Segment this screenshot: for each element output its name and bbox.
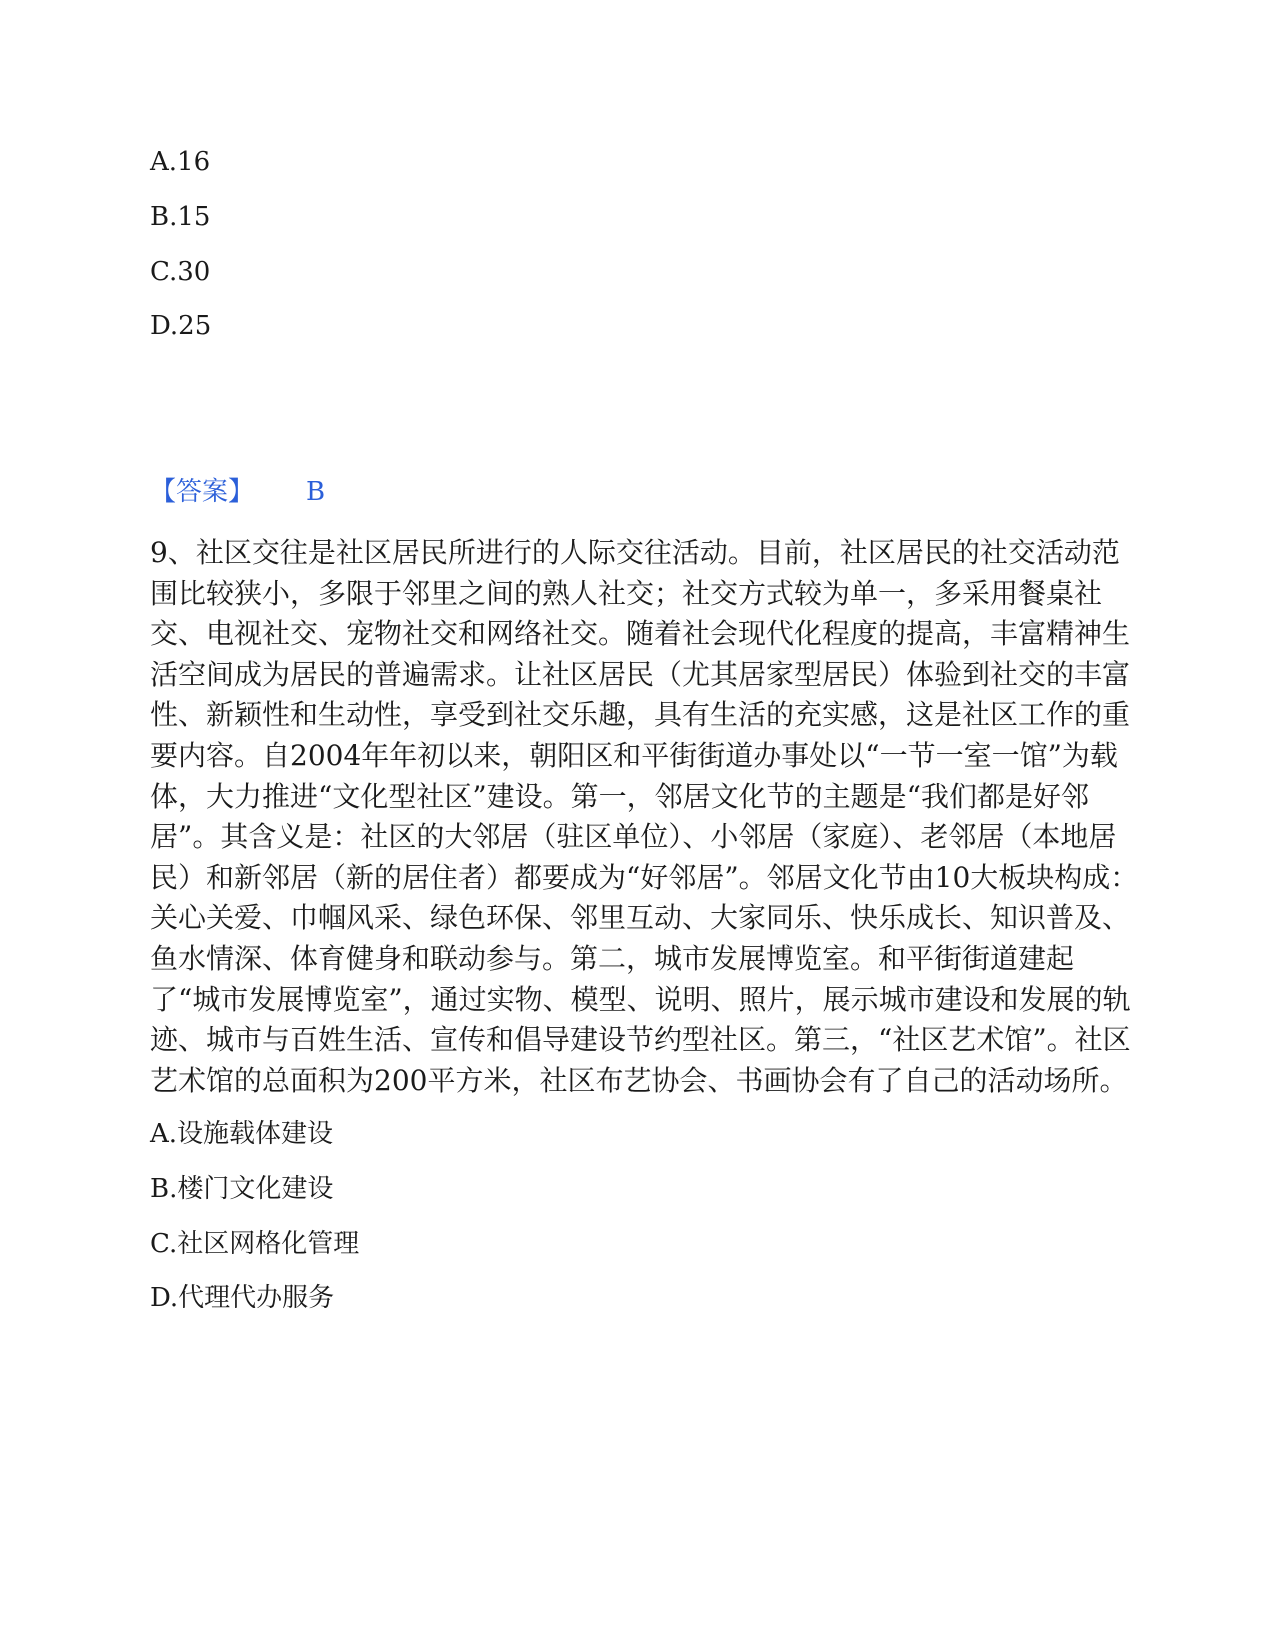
option-d: D.25 <box>150 311 212 341</box>
question-9-text: 9、社区交往是社区居民所进行的人际交往活动。目前，社区居民的社交活动范围比较狭小，多限于邻里之间的熟人社交；社交方式较为单一，多采用餐桌社交、电视社交、宠物社交和网络社交。随着社会现代化程度的提高，丰富精神生活空间成为居民的普遍需求。让社区居民（尤其居家型居民）体验到社交的丰富性、新颖性和生动性，享受到社交乐趣，具有生活的充实感，这是社区工作的重要内容。自2004年年初以来，朝阳区和平街街道办事处以“一节一室一馆”为载体，大力推进“文化型社区”建设。第一，邻居文化节的主题是“我们都是好邻居”。其含义是：社区的大邻居（驻区单位）、小邻居（家庭）、老邻居（本地居民）和新邻居（新的居住者）都要成为“好邻居”。邻居文化节由10大板块构成：关心关爱、巾帼风采、绿色环保、邻里互动、大家同乐、快乐成长、知识普及、鱼水情深、体育健身和联动参与。第二，城市发展博览室。和平街街道建起了“城市发展博览室”，通过实物、模型、说明、照片，展示城市建设和发展的轨迹、城市与百姓生活、宣传和倡导建设节约型社区。第三，“社区艺术馆”。社区艺术馆的总面积为200平方米，社区布艺协会、书画协会有了自己的活动场所。 <box>150 536 1139 1097</box>
q9-option-a: A.设施载体建设 <box>150 1119 334 1149</box>
option-a: A.16 <box>150 147 211 177</box>
option-b: B.15 <box>150 202 211 232</box>
answer-line <box>150 476 325 508</box>
q9-option-c: C.社区网格化管理 <box>150 1229 360 1259</box>
answer-value: B <box>306 477 326 507</box>
q9-option-b: B.楼门文化建设 <box>150 1174 334 1204</box>
answer-label: 【答案】 <box>150 477 255 507</box>
option-c: C.30 <box>150 257 211 287</box>
q9-option-d: D.代理代办服务 <box>150 1283 335 1313</box>
